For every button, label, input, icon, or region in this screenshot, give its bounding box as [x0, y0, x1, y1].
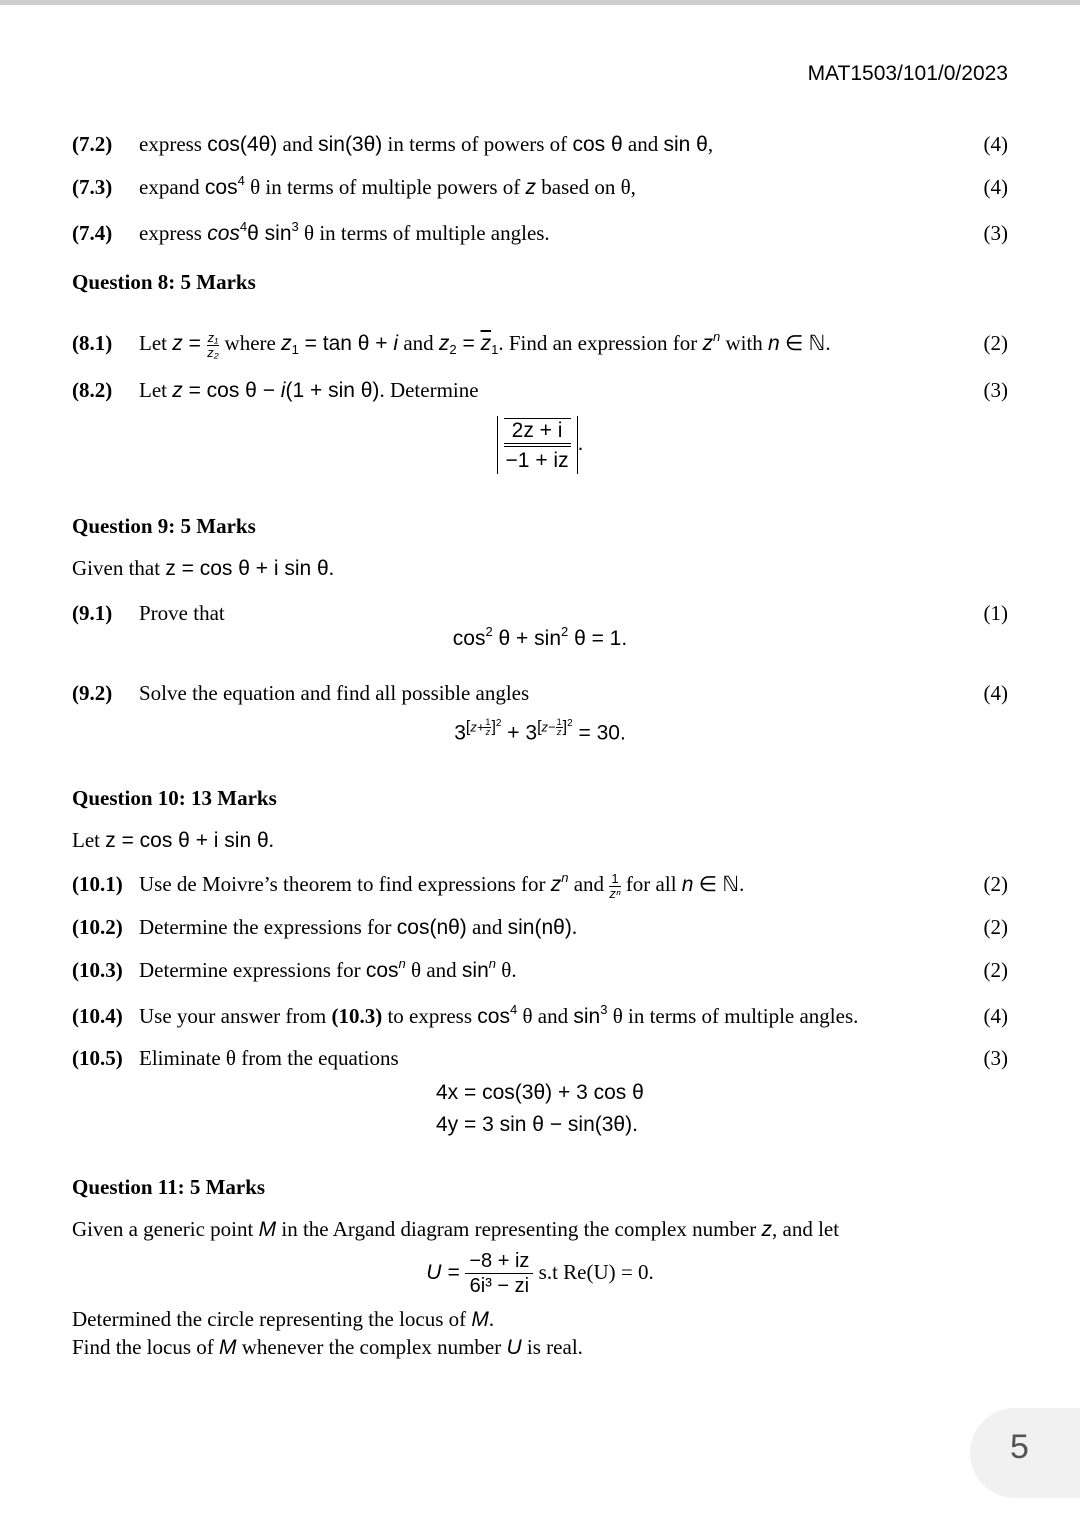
equation-9-1: $\cos^2 \theta + \sin^2 \theta = 1$. [452, 624, 628, 650]
item-number: (10.4) [72, 1004, 123, 1028]
fraction: $\frac{\text{z₁}}{\text{z₂}}$ [207, 330, 219, 360]
item-text: Prove that [139, 601, 225, 625]
item-text: Let z = $\frac{\text{z₁}}{\text{z₂}}$ where $z_1 = \tan \theta + i$ and $z_2 = \overline{z}_1$. Find an expression for $z^n$ with n ∈ ℕ. [139, 329, 831, 360]
item-marks: (3) [983, 378, 1008, 402]
item-number: (7.4) [72, 221, 113, 245]
item-marks: (2) [983, 331, 1008, 355]
item-number: (8.1) [72, 331, 113, 355]
item-number: (10.1) [72, 872, 123, 896]
item-number: (9.2) [72, 681, 113, 705]
item-text: Use your answer from (10.3) to express $\cos^4 \theta$ and $\sin^3 \theta$ in terms of multiple angles. [139, 1002, 859, 1028]
item-marks: (2) [983, 958, 1008, 982]
item-text: express $\cos^4\theta$ $\sin^3 \theta$ in terms of multiple angles. [139, 219, 550, 245]
item-marks: (1) [983, 601, 1008, 625]
item-marks: (4) [983, 132, 1008, 156]
question-9-given: Given that z = cos θ + i sin θ. [72, 556, 334, 580]
question-9-heading: Question 9: 5 Marks [72, 514, 256, 538]
item-number: (10.5) [72, 1046, 123, 1070]
modulus [497, 416, 578, 474]
item-number: (10.3) [72, 958, 123, 982]
question-11-line-2: Find the locus of M whenever the complex number U is real. [72, 1335, 583, 1359]
item-number: (9.1) [72, 601, 113, 625]
page-number: 5 [1010, 1428, 1029, 1466]
question-11-line-1: Determined the circle representing the locus of M. [72, 1307, 495, 1331]
item-marks: (4) [983, 681, 1008, 705]
question-10-let: Let z = cos θ + i sin θ. [72, 828, 274, 852]
equation-11: U = $\frac{-8 + iz}{\text{6i³ − zi}}$ s.t Re(U) = 0. [426, 1250, 654, 1297]
item-number: (10.2) [72, 915, 123, 939]
top-border [0, 0, 1080, 5]
item-marks: (3) [983, 221, 1008, 245]
question-11-intro: Given a generic point M in the Argand diagram representing the complex number z, and let [72, 1217, 840, 1241]
item-number: (7.2) [72, 132, 113, 156]
equation-9-2: 3[z+ $\frac{1}{z}$ ]$^2$ + 3[z− $\frac{1}{z}$ ]$^2$ = 30. [454, 717, 626, 745]
item-text: Determine expressions for $\cos^n \theta$ and $\sin^n \theta$. [139, 956, 517, 982]
equation-8-2: $\frac{2z + i}{-1 + iz}$ . [0, 416, 1080, 474]
question-10-heading: Question 10: 13 Marks [72, 786, 277, 810]
item-text: express cos(4θ) and sin(3θ) in terms of powers of cos θ and sin θ, [139, 132, 714, 156]
equation-10-5-line-2: 4y = 3 sin θ − sin(3θ). [436, 1113, 638, 1136]
item-text: Let z = cos θ − i(1 + sin θ). Determine [139, 378, 479, 402]
course-code: MAT1503/101/0/2023 [807, 62, 1008, 85]
item-marks: (3) [983, 1046, 1008, 1070]
fraction: $\frac{1}{\text{zⁿ}}$ [609, 871, 621, 901]
item-text: expand $\cos^4 \theta$ in terms of multiple powers of z based on θ, [139, 173, 636, 199]
item-text: Eliminate θ from the equations [139, 1046, 399, 1070]
item-marks: (4) [983, 175, 1008, 199]
fraction: $\frac{-8 + iz}{\text{6i³ − zi}}$ [465, 1251, 533, 1297]
item-text: Solve the equation and find all possible angles [139, 681, 530, 705]
question-11-heading: Question 11: 5 Marks [72, 1175, 266, 1199]
item-number: (8.2) [72, 378, 113, 402]
item-text: Determine the expressions for cos(nθ) and sin(nθ). [139, 915, 578, 939]
conjugate-fraction: $\frac{2z + i}{-1 + iz}$ [505, 419, 569, 473]
item-text: Use de Moivre’s theorem to find expressions for $z^n$ and $\frac{1}{\text{zⁿ}}$ for all n ∈ ℕ. [139, 870, 745, 901]
equation-10-5-line-1: 4x = cos(3θ) + 3 cos θ [436, 1081, 644, 1104]
item-marks: (2) [983, 872, 1008, 896]
question-8-heading: Question 8: 5 Marks [72, 270, 256, 294]
item-marks: (4) [983, 1004, 1008, 1028]
item-marks: (2) [983, 915, 1008, 939]
item-number: (7.3) [72, 175, 113, 199]
